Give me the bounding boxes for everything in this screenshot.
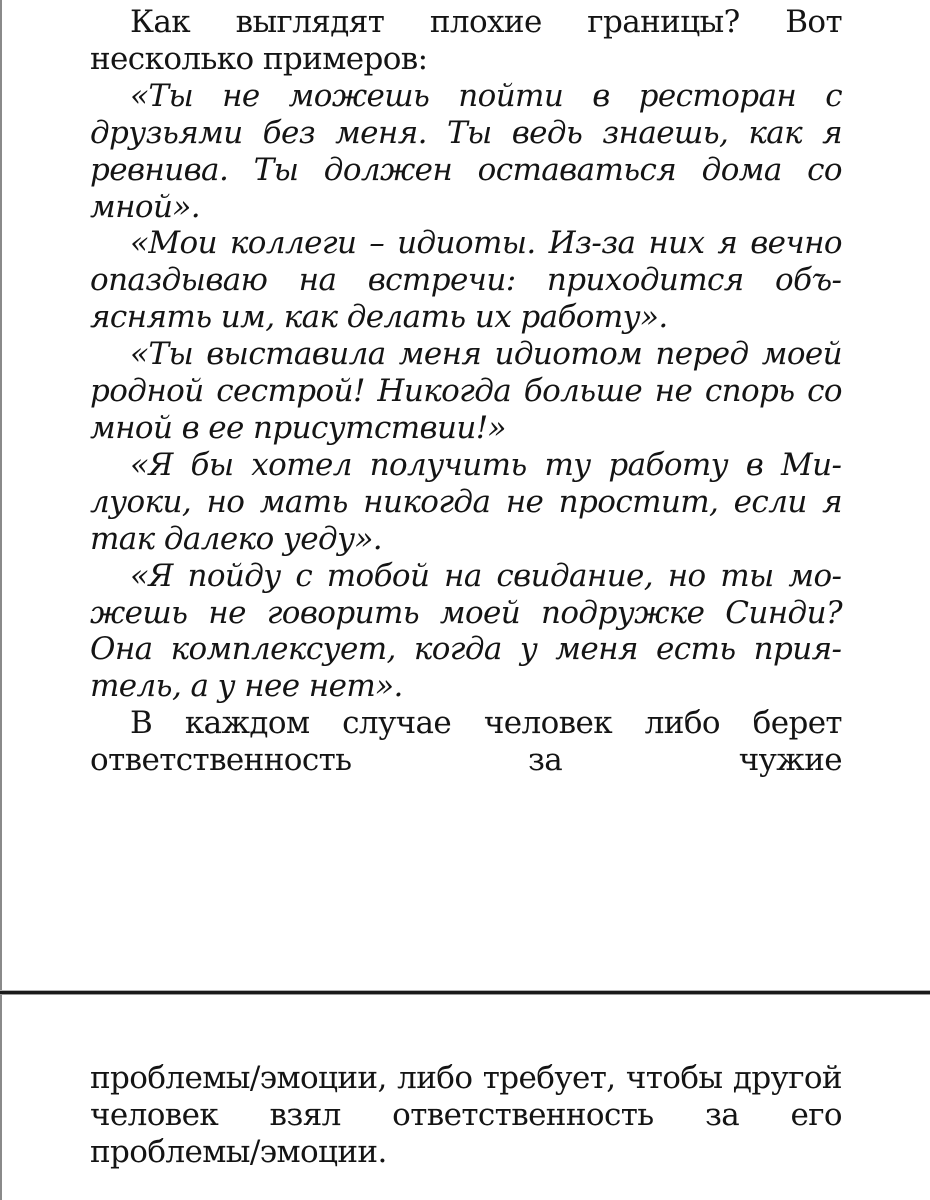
quote-sister: «Ты выставила меня идиотом перед моей родной сестрой! Никогда больше не спорь со мной в ее присутствии!» (90, 336, 842, 446)
quote-colleagues: «Мои коллеги – идиоты. Из-за них я вечно опаздываю на встречи: приходится объяснять им, как делать их работу». (90, 225, 842, 336)
paragraph-conclusion-end: проблемы/эмоции, либо требует, чтобы другой человек взял ответственность за его проблемы/эмоции. (90, 1060, 842, 1170)
quote-milwaukee: «Я бы хотел получить ту работу в Милуоки, но мать никогда не простит, если я так далеко уеду». (90, 446, 842, 557)
quote-date: «Я пойду с тобой на свидание, но ты можешь не говорить моей подружке Синди? Она комплексует, когда у меня есть приятель, а у нее нет». (90, 557, 842, 705)
page-left-border (0, 0, 2, 1200)
page-break-divider (0, 991, 930, 994)
quote-restaurant: «Ты не можешь пойти в ресторан с друзьями без меня. Ты ведь знаешь, как я ревнива. Ты должен оставаться дома со мной». (90, 77, 842, 225)
paragraph-intro: Как выглядят плохие границы? Вот несколько примеров: (90, 4, 842, 77)
paragraph-conclusion-start: В каждом случае человек либо берет ответственность за чужие (90, 705, 842, 779)
page-bottom-text (90, 1060, 842, 1171)
page-top-text (90, 4, 842, 779)
